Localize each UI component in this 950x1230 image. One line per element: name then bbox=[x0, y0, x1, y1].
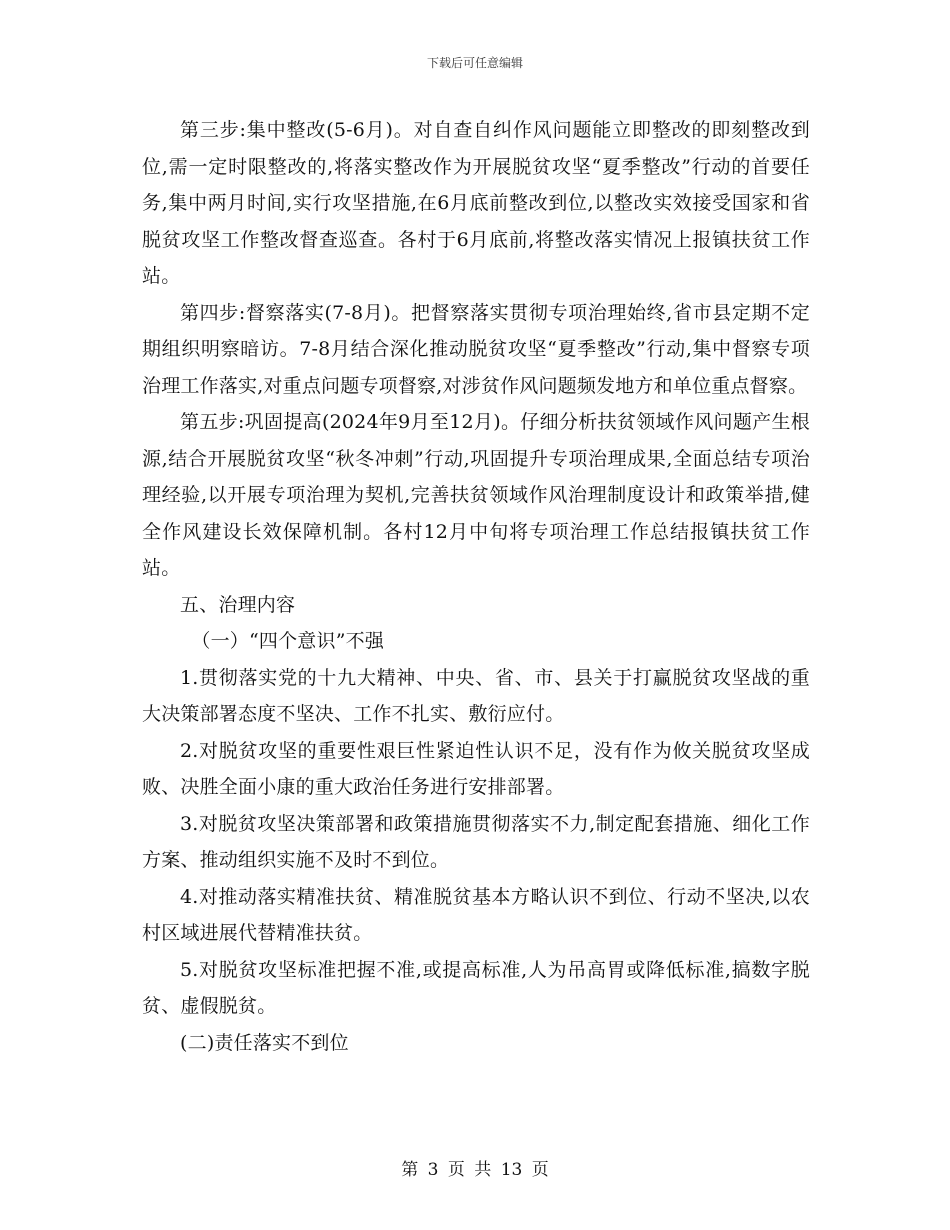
paragraph-step-three: 第三步:集中整改(5-6月)。对自查自纠作风问题能立即整改的即刻整改到位,需一定时限整改的,将落实整改作为开展脱贫攻坚“夏季整改”行动的首要任务,集中两月时间,实行攻坚措施,在6月底前整改到位,以整改实效接受国家和省脱贫攻坚工作整改督查巡查。各村于6月底前,将整改落实情况上报镇扶贫工作站。 bbox=[142, 119, 810, 287]
paragraph-step-five: 第五步:巩固提高(2024年9月至12月)。仔细分析扶贫领域作风问题产生根源,结合开展脱贫攻坚“秋冬冲刺”行动,巩固提升专项治理成果,全面总结专项治理经验,以开展专项治理为契机,完善扶贫领域作风治理制度设计和政策举措,健全作风建设长效保障机制。各村12月中旬将专项治理工作总结报镇扶贫工作站。 bbox=[142, 411, 810, 579]
subsection-heading-four-consciousness: （一）“四个意识”不强 bbox=[191, 630, 385, 652]
list-item-3: 3.对脱贫攻坚决策部署和政策措施贯彻落实不力,制定配套措施、细化工作方案、推动组织实施不及时不到位。 bbox=[142, 812, 810, 871]
section-heading-governance-content: 五、治理内容 bbox=[180, 593, 296, 616]
page-header: 下载后可任意编辑 bbox=[426, 56, 523, 70]
page-number-footer: 第 3 页 共 13 页 bbox=[401, 1160, 549, 1180]
list-item-5: 5.对脱贫攻坚标准把握不准,或提高标准,人为吊高胃或降低标准,搞数字脱贫、虚假脱贫。 bbox=[142, 958, 810, 1017]
list-item-4: 4.对推动落实精准扶贫、精准脱贫基本方略认识不到位、行动不坚决,以农村区域进展代替精准扶贫。 bbox=[142, 885, 810, 944]
list-item-1: 1.贯彻落实党的十九大精神、中央、省、市、县关于打赢脱贫攻坚战的重大决策部署态度不坚决、工作不扎实、敷衍应付。 bbox=[142, 666, 810, 725]
list-item-2: 2.对脱贫攻坚的重要性艰巨性紧迫性认识不足，没有作为攸关脱贫攻坚成败、决胜全面小康的重大政治任务进行安排部署。 bbox=[142, 739, 810, 798]
document-body bbox=[142, 112, 810, 1061]
subsection-heading-responsibility: (二)责任落实不到位 bbox=[180, 1031, 349, 1054]
paragraph-step-four: 第四步:督察落实(7-8月)。把督察落实贯彻专项治理始终,省市县定期不定期组织明察暗访。7-8月结合深化推动脱贫攻坚“夏季整改”行动,集中督察专项治理工作落实,对重点问题专项督察,对涉贫作风问题频发地方和单位重点督察。 bbox=[142, 301, 810, 397]
